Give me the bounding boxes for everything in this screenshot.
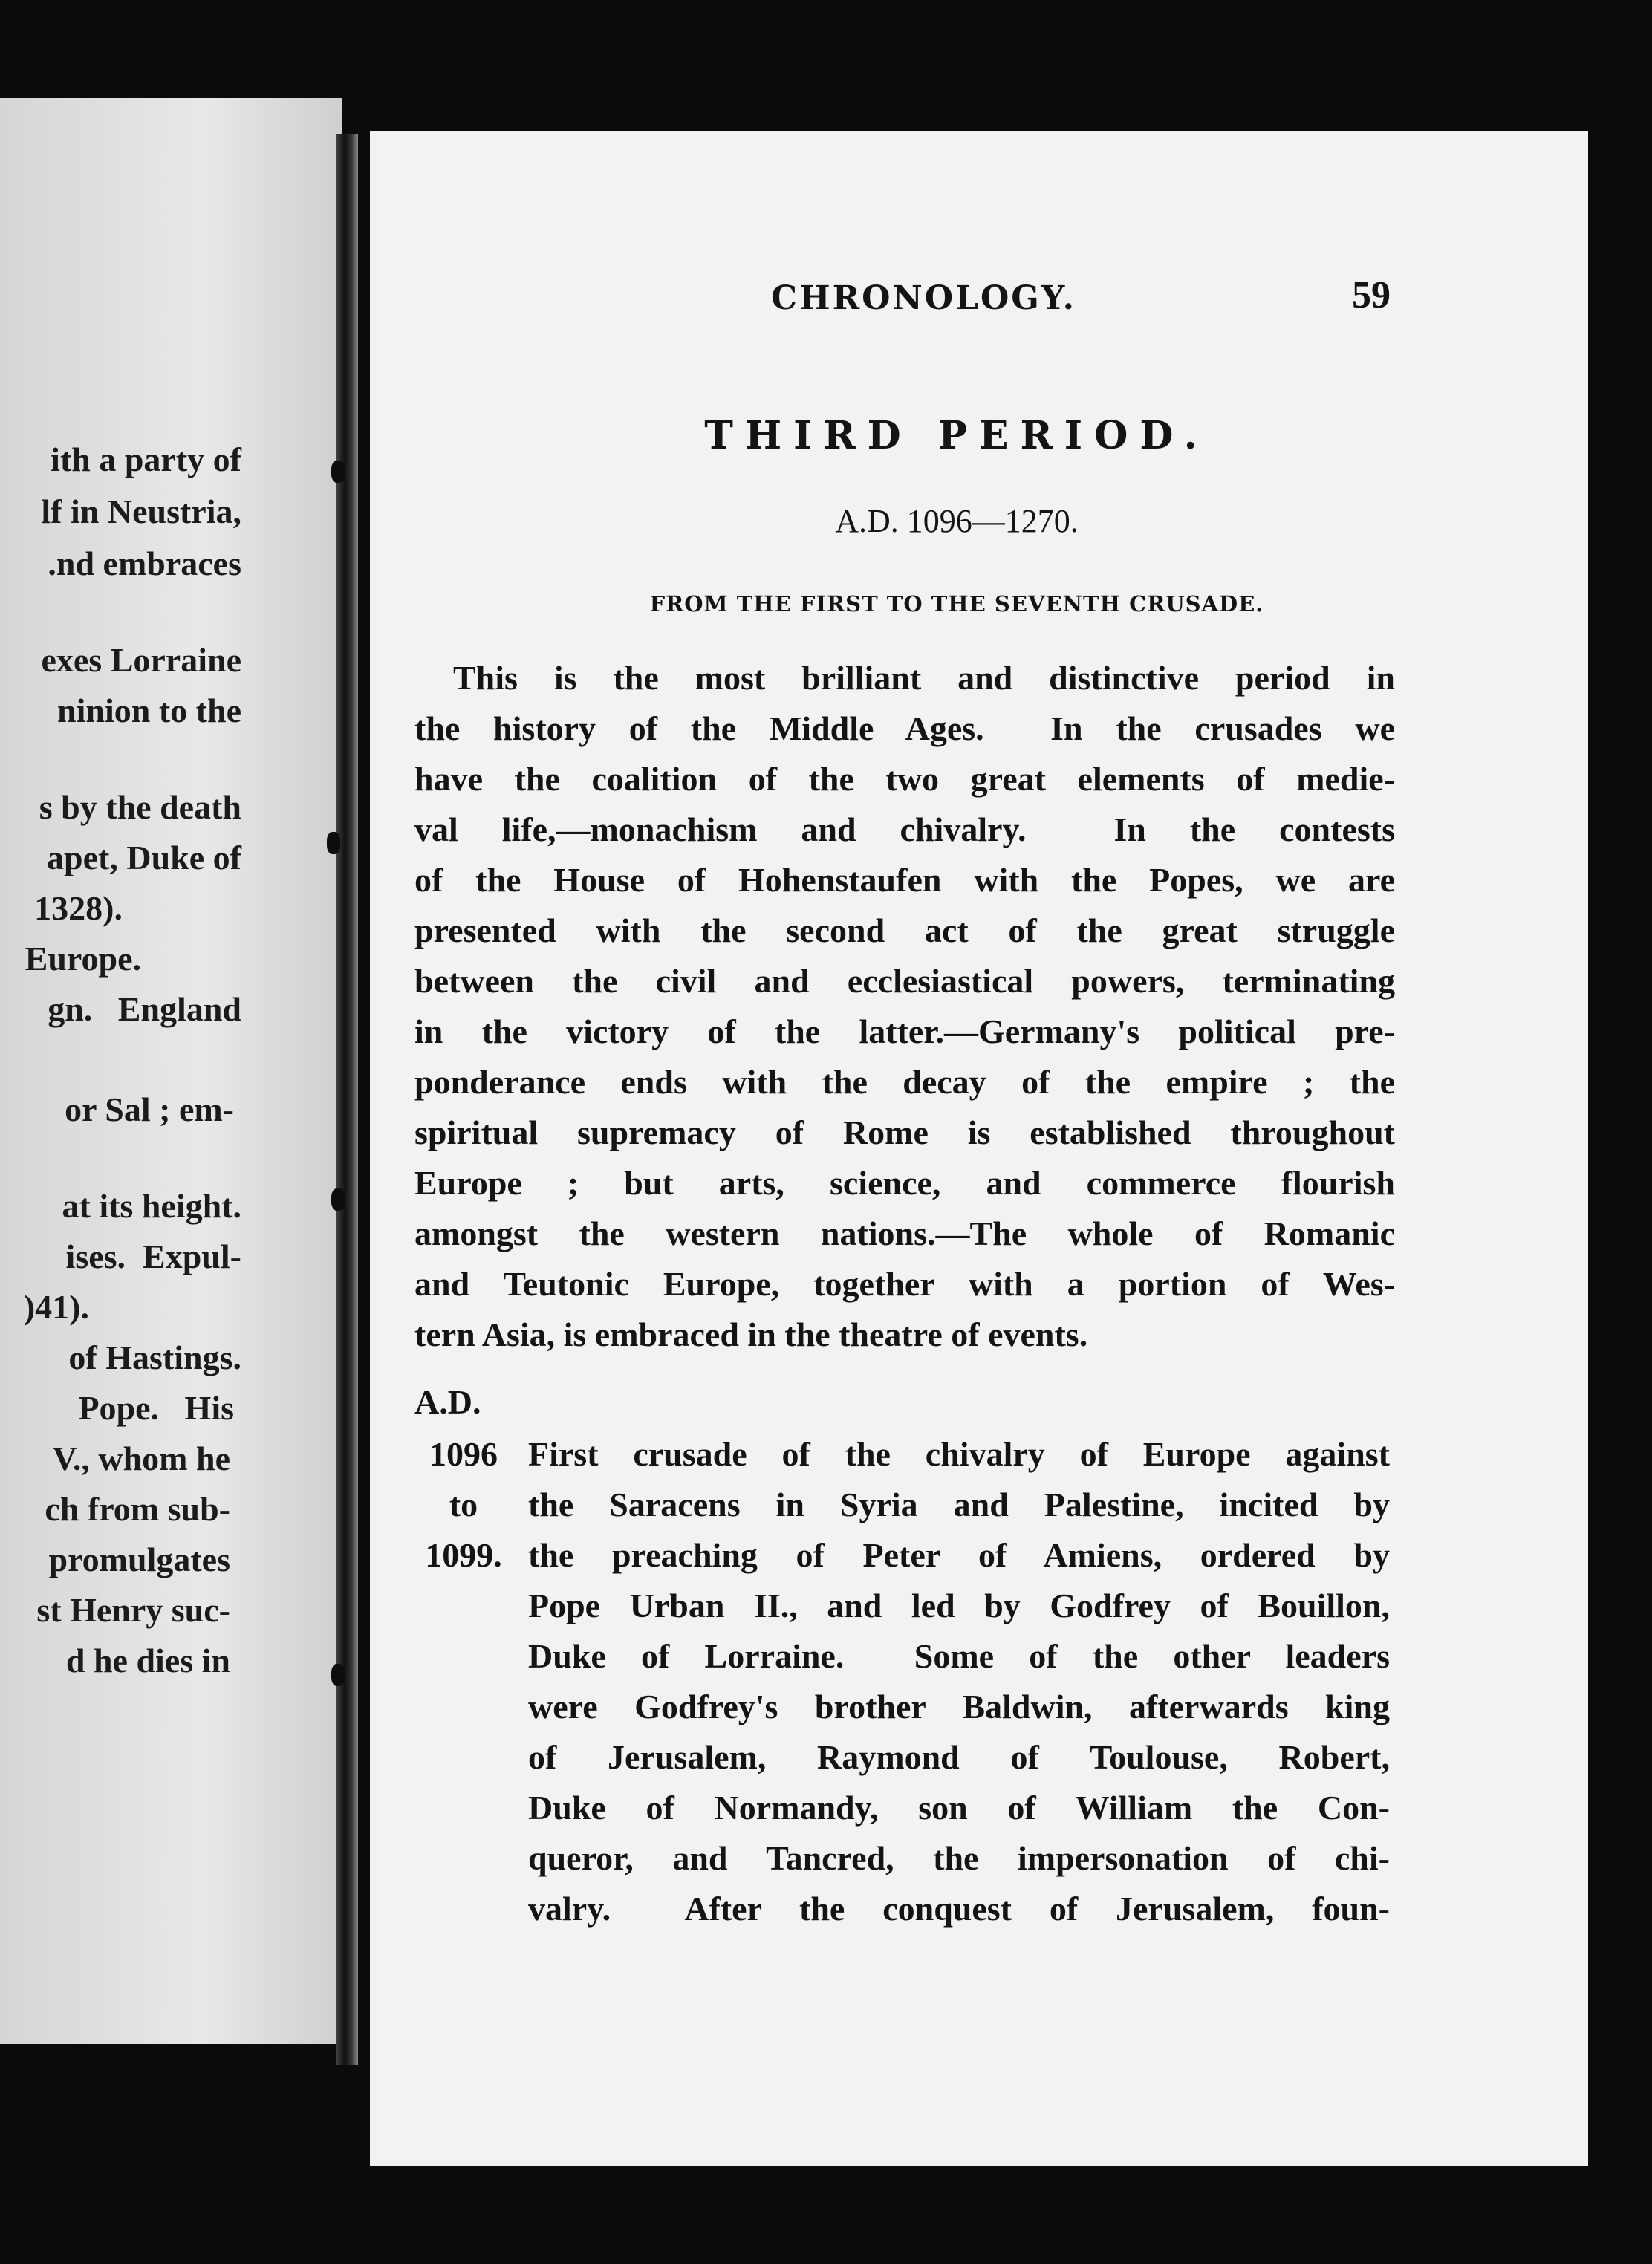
entry-line: valry. After the conquest of Jerusalem, foun- [528,1890,1390,1928]
entry-line: queror, and Tancred, the impersonation of chi- [528,1839,1390,1877]
intro-line: between the civil and ecclesiastical powers, terminating [414,962,1395,1000]
intro-line: of the House of Hohenstaufen with the Popes, we are [414,861,1395,899]
entry-date-end: 1099. [425,1536,502,1574]
page-number: 59 [1352,274,1391,316]
entry-date-start: 1096 [429,1435,498,1473]
left-page-line: Pope. His [78,1389,234,1427]
left-page-line: Europe. [25,940,141,978]
left-page-line: )41). [23,1288,89,1326]
left-page-line: gn. England [48,990,241,1028]
binding-stitch [327,832,340,854]
left-page-line: 1328). [34,889,123,927]
binding-stitch [331,1188,345,1211]
entry-line: Duke of Lorraine. Some of the other leaders [528,1637,1390,1675]
intro-line: Europe ; but arts, science, and commerce flourish [414,1164,1395,1202]
left-page-line: exes Lorraine [41,641,241,679]
binding-stitch [331,461,345,483]
left-page-line: ch from sub- [45,1490,230,1528]
intro-line: have the coalition of the two great elements of medie- [414,760,1395,798]
left-page-line: promulgates [48,1541,230,1578]
intro-line: tern Asia, is embraced in the theatre of events. [414,1315,1088,1353]
running-header: CHRONOLOGY. [771,279,1076,317]
intro-line: and Teutonic Europe, together with a portion of Wes- [414,1265,1395,1303]
left-page-line: at its height. [62,1187,241,1225]
left-page-line: ninion to the [57,692,241,729]
entry-line: the preaching of Peter of Amiens, ordered by [528,1536,1390,1574]
entry-line: Duke of Normandy, son of William the Con- [528,1789,1390,1827]
left-page-line: s by the death [39,788,241,826]
entry-line: First crusade of the chivalry of Europe against [528,1435,1390,1473]
left-page [0,98,342,2044]
intro-line: ponderance ends with the decay of the empire ; the [414,1063,1395,1101]
left-page-line: ith a party of [51,440,241,478]
entry-date-to: to [449,1486,478,1523]
intro-line: in the victory of the latter.—Germany's political pre- [414,1012,1395,1050]
left-page-line: .nd embraces [48,544,241,582]
entry-line: were Godfrey's brother Baldwin, afterwards king [528,1688,1390,1725]
entry-line: Pope Urban II., and led by Godfrey of Bouillon, [528,1587,1390,1624]
period-subtitle: FROM THE FIRST TO THE SEVENTH CRUSADE. [649,591,1264,617]
right-page [370,131,1588,2166]
book-spine [336,134,358,2065]
intro-line: the history of the Middle Ages. In the crusades we [414,709,1395,747]
left-page-line: lf in Neustria, [41,492,241,530]
intro-line: val life,—monachism and chivalry. In the contests [414,810,1395,848]
intro-line: spiritual supremacy of Rome is established throughout [414,1113,1395,1151]
intro-line: presented with the second act of the great struggle [414,911,1395,949]
entry-line: the Saracens in Syria and Palestine, incited by [528,1486,1390,1523]
left-page-line: d he dies in [65,1642,230,1679]
period-title: THIRD PERIOD. [704,413,1209,458]
left-page-line: of Hastings. [68,1338,241,1376]
left-page-line: apet, Duke of [47,839,241,876]
ad-label: A.D. [414,1383,481,1421]
intro-line: This is the most brilliant and distinctive period in [453,659,1395,697]
period-dates: A.D. 1096—1270. [835,503,1079,539]
intro-line: amongst the western nations.—The whole of Romanic [414,1214,1395,1252]
left-page-line: V., whom he [52,1440,230,1477]
left-page-line: ises. Expul- [65,1237,241,1275]
left-page-line: st Henry suc- [36,1591,230,1629]
entry-line: of Jerusalem, Raymond of Toulouse, Robert, [528,1738,1390,1776]
left-page-line: or Sal ; em- [65,1090,234,1128]
binding-stitch [331,1664,345,1686]
